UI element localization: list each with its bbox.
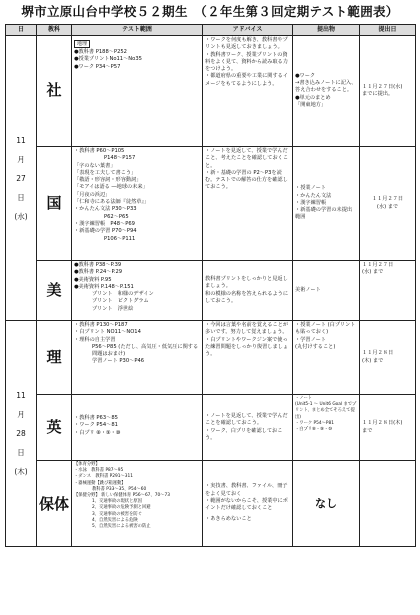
row-art (6, 261, 416, 321)
subject-japanese: 国 (37, 147, 72, 261)
range-line: ・漢字練習帳 P48〜P69 (74, 220, 135, 227)
due-line: １１月２７日 (362, 262, 394, 268)
subject-science: 理 (37, 321, 72, 395)
range-line: 「表現を工夫して書こう」 (74, 169, 137, 176)
due-line: (水) まで (362, 269, 384, 276)
due-japanese (360, 147, 416, 261)
range-science (72, 321, 203, 395)
advice-pe (203, 461, 293, 547)
header-day: 日 (6, 25, 37, 36)
advice-line: ・教科書ワーク、授業プリントの資料をよく見て、資料から読み取る力をつけよう。 (205, 51, 288, 73)
range-line: 4、自然災害による危険 (92, 517, 138, 523)
advice-line: ・ワークを何度も解き、教科書やプリントも見返しておきましょう。 (205, 37, 288, 51)
page-title: 堺市立原山台中学校５２期生 （２年生第３回定期テスト範囲表） (21, 4, 399, 19)
range-pe (72, 461, 203, 547)
submit-line: (丸付けすること) (295, 343, 336, 350)
advice-line: ・新・基礎の学習の P2〜P3を読む。テストでの解答の仕方を確認しておこう。 (205, 169, 288, 191)
due-line: １１月２７日(水) (362, 83, 403, 90)
range-line: P62〜P65 (104, 213, 129, 220)
range-social (72, 36, 203, 147)
range-line: P56〜P85 (ただし、高気圧・低気圧に関する問題はおまけ) (92, 343, 199, 358)
range-line: 「月夜の浜辺」 (74, 191, 111, 198)
submit-art (293, 261, 360, 321)
range-line: 【保健分野】 新しい保健体育 P56〜67、70〜73 (74, 493, 170, 499)
range-line: 「字のない葉書」 (74, 162, 116, 169)
range-line: 3、交通事故の被害を防ぐ (92, 511, 142, 517)
submit-line: ・かんたん文法 (295, 192, 332, 199)
submit-science (293, 321, 360, 395)
submit-line: ・学習ノート (295, 336, 326, 343)
range-line: プリント ピクトグラム (92, 298, 149, 305)
advice-line: ・今回は言葉や名前を覚えることが多いです。努力して覚えましょう。 (205, 322, 289, 336)
range-line: ・教科書 P60〜P105 (74, 148, 125, 154)
submit-line: (Unit5-1 〜 Unit6 Goal までプリント、まとめ全てそろえて提出) (295, 402, 357, 420)
subject-pe (37, 461, 72, 547)
range-line: ・白プリ ⑧・⑨・⑩ (74, 429, 121, 436)
advice-science (203, 321, 293, 395)
submit-social (293, 36, 360, 147)
subject-art: 美 (37, 261, 72, 321)
header-range: テスト範囲 (72, 25, 203, 36)
range-line: ・新基礎の学習 P70〜P94 (74, 228, 137, 235)
range-line: 「仁和寺にある法師『徒然草』」 (74, 199, 150, 206)
advice-line: ・範囲がないからこそ、授業中にポイントだけ確認しておくこと (205, 497, 288, 512)
range-line: ●ワーク P34〜P57 (74, 63, 121, 70)
advice-social (203, 36, 293, 147)
date-day-num: 28 (16, 429, 26, 438)
date-day-label: 日 (17, 192, 25, 202)
submit-line: ・白プリ⑧・⑨・⑩ (295, 427, 333, 433)
date-day-label: 日 (17, 448, 25, 457)
range-line: ●教科書 P.24〜P.29 (74, 269, 123, 276)
submit-line: 美術ノート (295, 286, 321, 293)
range-line: 1、交通事故の現状と原因 (92, 499, 142, 505)
range-line: 5、自然災害による被害の防止 (92, 524, 151, 530)
submit-line: ●ワーク (295, 72, 316, 79)
header-row (6, 25, 416, 36)
range-line: ・教科書 P130〜P187 (74, 322, 128, 328)
range-line: 「敬語・形容詞・形容動詞」 (74, 177, 142, 184)
due-english (360, 395, 416, 461)
advice-line: ・ワーク、白プリを確認しておこう。 (205, 427, 283, 441)
advice-art (203, 261, 293, 321)
date-cell-27 (6, 36, 37, 321)
submit-line: ●単元のまとめ (295, 94, 331, 101)
header-advice: アドバイス (203, 25, 293, 36)
submit-english (293, 395, 360, 461)
range-line: プリント 浮世絵 (92, 305, 134, 312)
range-line: ●美術資料 P.148〜P.151 (74, 283, 134, 290)
due-line: までに提出。 (362, 91, 394, 97)
advice-line: ・都道府県の重要や工業に関するイメージをもてるようにしよう。 (205, 73, 289, 87)
date-weekday: (木) (14, 467, 28, 476)
subject-english: 英 (37, 395, 72, 461)
date-month-label: 月 (17, 154, 25, 164)
date-weekday: (水) (14, 211, 28, 221)
range-line: ・器械運動【跳び箱運動】 (74, 480, 126, 486)
range-line: ・白プリント NO11〜NO14 (74, 329, 141, 336)
row-science (6, 321, 416, 395)
submit-line: 「開東地方」 (295, 101, 327, 108)
due-art (360, 261, 416, 321)
due-line: １１月２７日 (371, 196, 404, 203)
advice-line: 和の模様の名称を答えられるようにしておこう。 (205, 290, 289, 304)
range-line: ・かんたん文法 P30〜P33 (74, 206, 137, 213)
date-day-num: 27 (16, 173, 26, 183)
subject-pe-label: 保体 (39, 494, 70, 513)
advice-line: ・あきらめないこと (205, 516, 252, 523)
advice-line: 教科書プリントをしっかりと見返しましょう。 (205, 275, 288, 290)
header-subject: 教科 (37, 25, 72, 36)
row-japanese (6, 147, 416, 261)
due-pe (360, 461, 416, 547)
submit-line: →書き込みノートに記入、答え合わせをすること。 (295, 80, 357, 94)
due-social (360, 36, 416, 147)
date-cell-28 (6, 321, 37, 547)
range-line: 学習ノート P30〜P46 (92, 358, 145, 365)
range-english (72, 395, 203, 461)
range-line: 教科書 P33〜35、P54〜60 (92, 486, 147, 492)
test-range-table (5, 24, 416, 547)
range-line: ・ワーク P54〜81 (74, 422, 118, 429)
row-social (6, 36, 416, 147)
due-line: まで (362, 427, 373, 434)
advice-english (203, 395, 293, 461)
range-line: ・理科の自主学習 (74, 336, 116, 343)
row-english (6, 395, 416, 461)
due-line: (木) まで (362, 357, 384, 364)
submit-japanese (293, 147, 360, 261)
advice-line: ・実技書、教科書、ファイル、冊子をよく見ておく (205, 483, 288, 497)
advice-japanese (203, 147, 293, 261)
submit-pe: なし (293, 461, 360, 547)
range-line: ・教科書 P63〜85 (74, 415, 118, 421)
submit-line: ・授業ノート (295, 185, 326, 192)
range-art (72, 261, 203, 321)
subject-social: 社 (37, 36, 72, 147)
range-line: ●授業プリントNo11〜No35 (74, 56, 142, 63)
due-line: (水) まで (376, 203, 399, 210)
range-line: ・ダンス 教科書 P291〜311 (74, 474, 133, 480)
range-line: P106〜P111 (104, 235, 136, 242)
advice-line: ・ノートを見返して、授業で学んだこと、考えたことを確認しておくこと。 (205, 148, 289, 169)
advice-line: ・ノートを見返して、授業で学んだことを確認しておこう。 (205, 412, 288, 427)
due-line: １１月２８日(木) (362, 420, 403, 427)
range-japanese (72, 147, 203, 261)
header-submission: 提出物 (293, 25, 360, 36)
row-pe (6, 461, 416, 547)
range-line: 2、交通事故の危険予測と回避 (92, 505, 151, 511)
range-line: P148〜P157 (104, 155, 136, 162)
range-line: ・水泳 教科書 P87〜95 (74, 468, 124, 474)
submit-line: ・漢字練習帳 (295, 199, 327, 206)
range-line: ●教科書 P38〜P.39 (74, 262, 122, 268)
range-social-unit: 地理 (74, 40, 90, 48)
header-due: 提出日 (360, 25, 416, 36)
range-line: 【体育分野】 (74, 462, 100, 467)
submit-line: ・ノート (295, 396, 313, 401)
range-line: ●教科書 P188〜P252 (74, 49, 127, 55)
date-month-num: 11 (16, 391, 26, 400)
range-line: プリント 和様のデザイン (92, 291, 154, 298)
due-line: １１月２８日 (362, 350, 394, 357)
submit-line: ・ワーク P54〜P81 (295, 420, 334, 426)
date-month-num: 11 (16, 135, 26, 145)
advice-line: ・白プリントやワークジン案で使った練習問題をしっかり復習しましょう。 (205, 336, 289, 358)
submit-line: ・授業ノート (白プリントも貼っておく) (295, 322, 356, 336)
range-line: 「モアイは語る ―地球の未来」 (74, 184, 148, 191)
due-science (360, 321, 416, 395)
date-month-label: 月 (17, 410, 25, 419)
range-line: ●美術資料 P.95 (74, 276, 112, 283)
submit-line: ・新基礎の学習の未提出範囲 (295, 207, 353, 221)
